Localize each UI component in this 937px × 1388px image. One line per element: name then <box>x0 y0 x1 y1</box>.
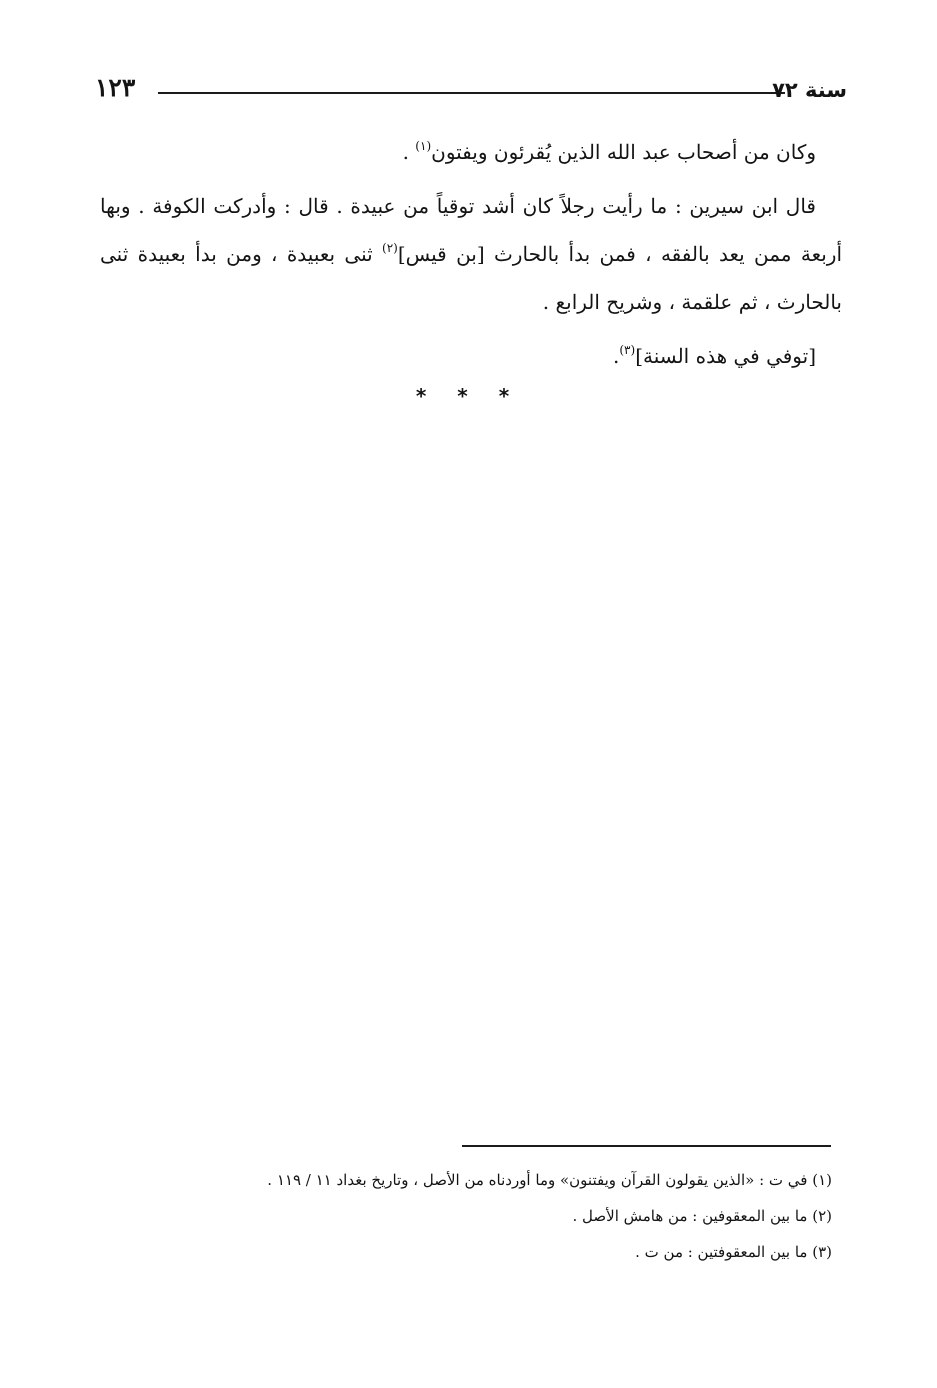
paragraph-text: وكان من أصحاب عبد الله الذين يُقرئون ويفتون <box>431 140 816 164</box>
paragraph <box>100 128 842 176</box>
main-text <box>100 128 842 380</box>
footnote: (٣) ما بين المعقوفتين : من ت . <box>635 1243 832 1261</box>
paragraph-text: [توفي في هذه السنة] <box>635 344 816 368</box>
page-number: ١٢٣ <box>95 73 136 102</box>
paragraph <box>100 332 842 380</box>
footnote-ref: (١) <box>415 139 432 153</box>
paragraph-text-tail: ثنى بعبيدة ، ومن بدأ بعبيدة ثنى بالحارث ، ثم علقمة ، وشريح الرابع . <box>100 242 842 314</box>
footnote-ref: (٣) <box>619 343 636 357</box>
footnotes <box>180 1162 832 1270</box>
footnote-rule <box>462 1145 831 1147</box>
page-header <box>95 70 847 110</box>
paragraph-text: قال ابن سيرين : ما رأيت رجلاً كان أشد توقياً من عبيدة . قال : وأدركت الكوفة . وبها أربعة ممن يعد بالفقه ، فمن بدأ بالحارث [بن قيس] <box>100 194 842 266</box>
footnote: (١) في ت : «الذين يقولون القرآن ويفتنون» وما أوردناه من الأصل ، وتاريخ بغداد ١١ / ١١٩ . <box>267 1171 832 1189</box>
paragraph-text-tail: . <box>402 140 416 164</box>
header-rule <box>158 92 785 94</box>
footnote-ref: (٢) <box>382 241 398 255</box>
paragraph-text-tail: . <box>613 344 620 368</box>
running-title: سنة ٧٢ <box>772 78 847 102</box>
section-separator: * * * <box>415 384 522 408</box>
paragraph <box>100 182 842 326</box>
footnote: (٢) ما بين المعقوفين : من هامش الأصل . <box>572 1207 832 1225</box>
